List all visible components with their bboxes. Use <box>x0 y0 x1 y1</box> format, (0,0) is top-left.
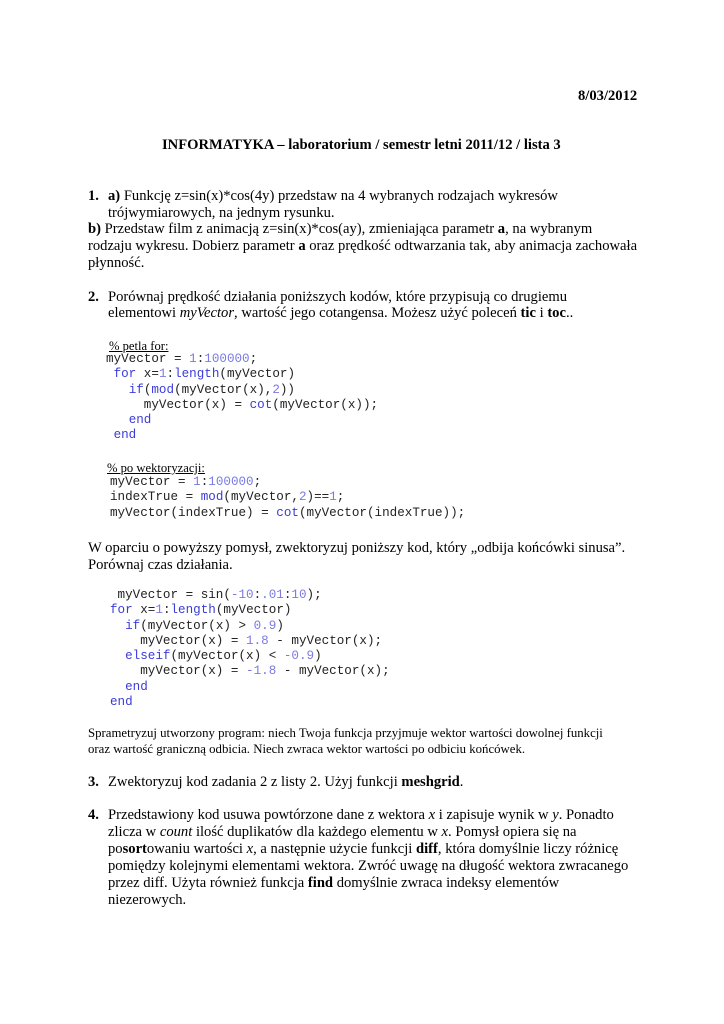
code-block-reflect: myVector = sin(-10:.01:10); for x=1:length(myVector) if(myVector(x) > 0.9) myVector(x) = 1.8 - myVector(x); elseif(myVector(x) < -0.9) myVector(x) = -1.8 - myVector(x); end end <box>110 588 390 710</box>
task-4-line-2 <box>108 824 577 841</box>
task-3-number: 3. <box>88 774 99 790</box>
task-4-l1c: . Ponadto <box>558 807 614 823</box>
task-4-l2a: zlicza w <box>108 824 160 840</box>
task-4-l5b: domyślnie zwraca indeksy elementów <box>333 875 560 891</box>
task-1b-line-1 <box>88 221 592 238</box>
task-2-toc: toc <box>547 305 566 321</box>
code-comment-vectorized: % po wektoryzacji: <box>107 461 205 475</box>
task-4-l3diff: diff <box>416 841 438 857</box>
task-2-number: 2. <box>88 289 99 305</box>
task-4-l3a: po <box>108 841 123 857</box>
task-4-l1a: Przedstawiony kod usuwa powtórzone dane z wektora <box>108 807 429 823</box>
code-block-loop: myVector = 1:100000; for x=1:length(myVector) if(mod(myVector(x),2)) myVector(x) = cot(myVector(x)); end end <box>106 352 379 443</box>
task-1b-text-1b: , na wybranym <box>505 221 593 237</box>
code-block-vectorized: myVector = 1:100000; indexTrue = mod(myVector,2)==1; myVector(indexTrue) = cot(myVector(indexTrue)); <box>110 475 466 520</box>
task-2-paragraph-2: Porównaj czas działania. <box>88 557 233 573</box>
task-4-l3d: , która domyślnie liczy różnicę <box>437 841 619 857</box>
task-4-l2b: ilość duplikatów dla każdego elementu w <box>192 824 442 840</box>
task-1a-text-1: Funkcję z=sin(x)*cos(4y) przedstaw na 4 wybranych rodzajach wykresów <box>120 188 558 204</box>
task-3-end: . <box>459 774 464 790</box>
task-2-note-2: oraz wartość graniczną odbicia. Niech zwraca wektor wartości po odbiciu końcówek. <box>88 742 526 756</box>
code-comment-loop: % petla for: <box>109 339 169 353</box>
task-1b-label: b) <box>88 221 101 237</box>
task-2-note-1: Sprametryzuj utworzony program: niech Twoja funkcja przyjmuje wektor wartości dowolnej funkcji <box>88 726 603 740</box>
task-1a-line-1 <box>108 188 558 205</box>
task-4-l1b: i zapisuje wynik w <box>435 807 553 823</box>
task-4-line-3 <box>108 841 618 858</box>
task-1b-text-2b: oraz prędkość odtwarzania tak, aby animacja zachowała <box>305 238 638 254</box>
task-4-line-6: niezerowych. <box>108 892 187 908</box>
document-title: INFORMATYKA – laboratorium / semestr letni 2011/12 / lista 3 <box>162 137 561 153</box>
task-1-number: 1. <box>88 188 99 204</box>
document-date: 8/03/2012 <box>578 88 638 104</box>
task-4-l1y: y <box>552 807 559 823</box>
task-1a-line-2: trójwymiarowych, na jednym rysunku. <box>108 205 335 221</box>
task-2-line-2-end: .. <box>565 305 574 321</box>
task-1b-text-2a: rodzaju wykresu. Dobierz parametr <box>88 238 299 254</box>
task-4-l5a: przez diff. Użyta również funkcja <box>108 875 308 891</box>
task-1b-line-2 <box>88 238 637 255</box>
task-4-l2x: x <box>441 824 449 840</box>
task-2-line-2a: elementowi <box>108 305 180 321</box>
task-2-tic: tic <box>520 305 536 321</box>
task-1b-param-2: a <box>298 238 306 254</box>
task-3-text-main: Zwektoryzuj kod zadania 2 z listy 2. Użyj funkcji <box>108 774 402 790</box>
task-1a-label: a) <box>108 188 121 204</box>
task-4-l3sort: sort <box>122 841 147 857</box>
task-3-func: meshgrid <box>401 774 460 790</box>
task-4-l3b: owaniu wartości <box>146 841 247 857</box>
task-4-l1x: x <box>428 807 436 823</box>
task-1b-param: a <box>497 221 506 237</box>
task-2-line-2b: , wartość jego cotangensa. Możesz użyć poleceń <box>234 305 521 321</box>
task-4-l3x: x <box>246 841 254 857</box>
task-1b-line-3: płynność. <box>88 255 145 271</box>
task-4-number: 4. <box>88 807 99 823</box>
task-2-line-2i: i <box>535 305 548 321</box>
task-4-l2c: . Pomysł opiera się na <box>448 824 577 840</box>
task-2-line-2 <box>108 305 573 322</box>
task-4-line-5 <box>108 875 559 892</box>
task-4-l5find: find <box>307 875 334 891</box>
task-1b-text-1a: Przedstaw film z animacją z=sin(x)*cos(ay), zmieniająca parametr <box>100 221 498 237</box>
task-3-text <box>108 774 463 791</box>
task-2-var-myvector: myVector <box>179 305 235 321</box>
task-4-l3c: , a następnie użycie funkcji <box>253 841 417 857</box>
task-2-line-1: Porównaj prędkość działania poniższych kodów, które przypisują co drugiemu <box>108 289 568 305</box>
task-4-line-4: pomiędzy kolejnymi elementami wektora. Zwróć uwagę na długość wektora zwracanego <box>108 858 629 874</box>
task-4-line-1 <box>108 807 614 824</box>
task-2-paragraph-1: W oparciu o powyższy pomysł, zwektoryzuj poniższy kod, który „odbija końcówki sinusa”. <box>88 540 626 556</box>
task-4-l2count: count <box>159 824 193 840</box>
